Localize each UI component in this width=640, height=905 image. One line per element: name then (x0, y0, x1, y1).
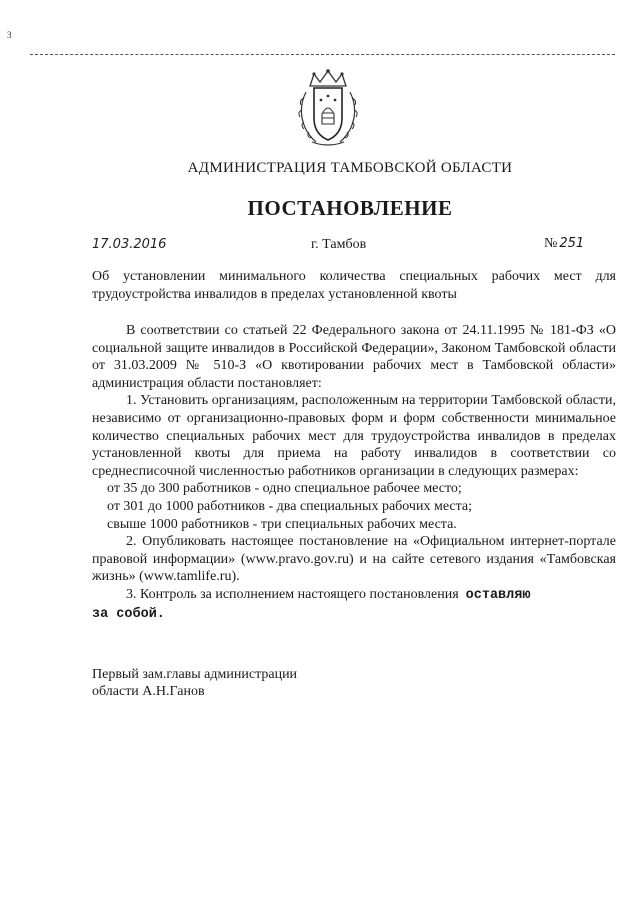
document-date: 17.03.2016 (92, 237, 167, 252)
quota-level-2: от 301 до 1000 работников - два специальных рабочих места; (107, 498, 472, 514)
document-city: г. Тамбов (311, 237, 367, 252)
number-value: 251 (559, 236, 585, 251)
item-3-stamp-text-b: за собой. (92, 606, 165, 622)
quota-level-1: от 35 до 300 работников - одно специальное рабочее место; (107, 481, 462, 497)
quota-level-3: свыше 1000 работников - три специальных рабочих места. (107, 516, 457, 532)
item-3-text: 3. Контроль за исполнением настоящего постановления (126, 586, 459, 602)
document-body (92, 322, 616, 623)
page-corner-mark: 3 (7, 30, 12, 40)
document-subject: Об установлении минимального количества специальных рабочих мест для трудоустройства инвалидов в пределах установленной квоты (92, 269, 616, 302)
signature-block (92, 666, 297, 700)
item-3-stamp-text-a: оставляю (465, 587, 531, 603)
item-2-paragraph: 2. Опубликовать настоящее постановление на «Официальном интернет-портале правовой информации» (www.pravo.gov.ru) и на сайте сетевого издания «Тамбовская жизнь» (www.tamlife.ru). (92, 534, 616, 585)
coat-of-arms-emblem (296, 68, 360, 150)
document-number (544, 236, 584, 252)
signer-name: области А.Н.Ганов (92, 684, 205, 699)
preamble-paragraph: В соответствии со статьей 22 Федерального закона от 24.11.1995 № 181-ФЗ «О социальной защите инвалидов в Российской Федерации», Законом Тамбовской области от 31.03.2009 № 510-З «О квотировании рабочих мест в Тамбовской области» администрация области постановляет: (92, 323, 616, 391)
item-3-paragraph (92, 586, 616, 605)
organization-name: АДМИНИСТРАЦИЯ ТАМБОВСКОЙ ОБЛАСТИ (187, 160, 513, 176)
item-3-continuation (92, 605, 616, 624)
signer-title: Первый зам.главы администрации (92, 667, 298, 682)
document-type-title: ПОСТАНОВЛЕНИЕ (247, 196, 453, 220)
item-1-paragraph: 1. Установить организациям, расположенным на территории Тамбовской области, независимо от организационно-правовых форм и форм собственности минимальное количество специальных рабочих мест для трудоустройства инвалидов в пределах установленной квоты для приема на работу инвалидов в соответствии со среднесписочной численностью работников организации в следующих размерах: (92, 393, 616, 479)
dashed-separator (30, 54, 615, 55)
number-sign: № (544, 236, 558, 251)
